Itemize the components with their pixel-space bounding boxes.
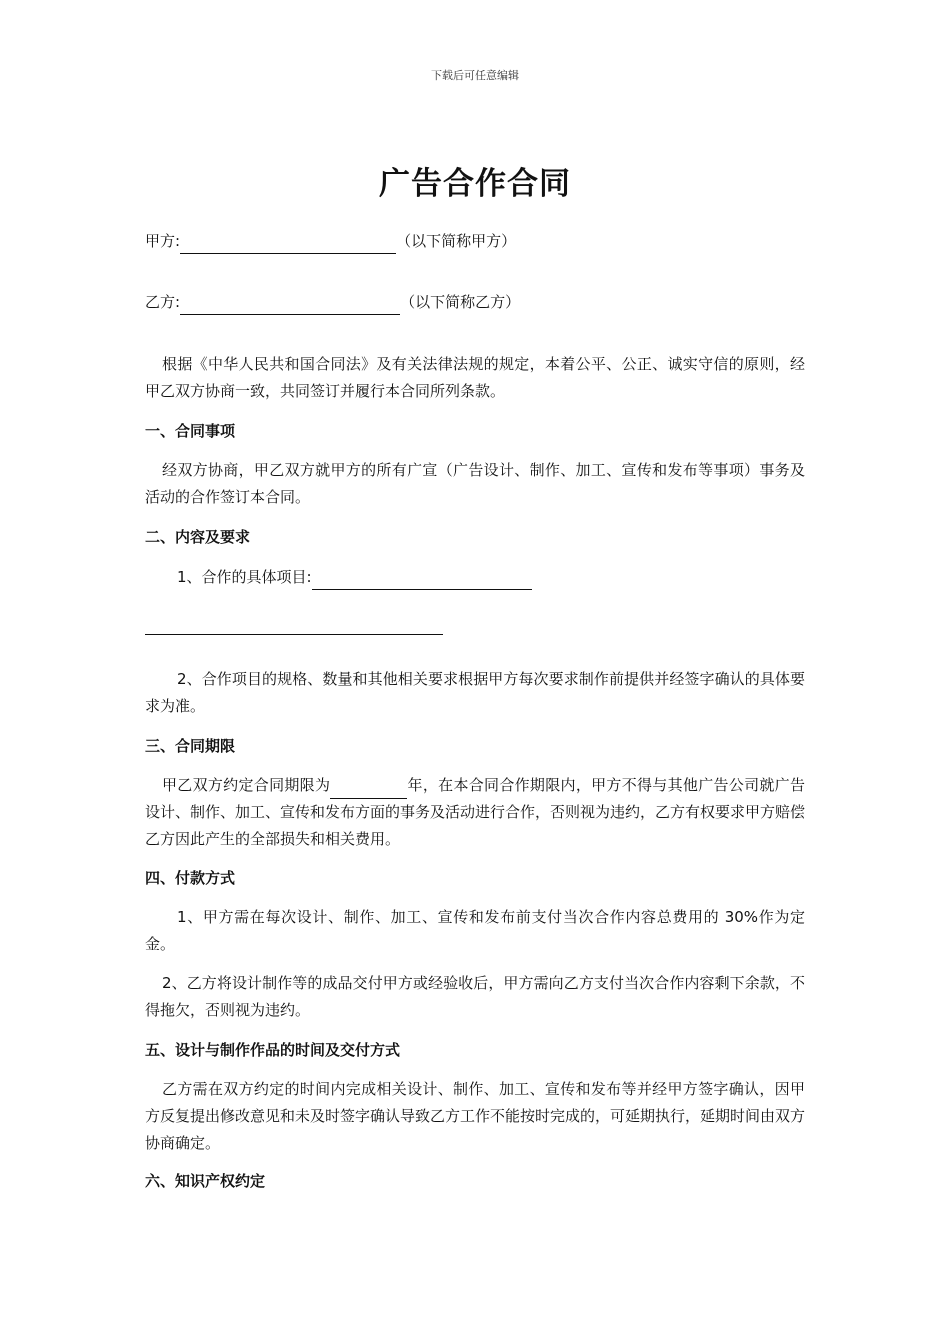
section-1-text: 经双方协商，甲乙双方就甲方的所有广宣（广告设计、制作、加工、宣传和发布等事项）事务及活动的合作签订本合同。	[145, 461, 805, 506]
section-2-item-2: 2、合作项目的规格、数量和其他相关要求根据甲方每次要求制作前提供并经签字确认的具体要求为准。	[145, 670, 805, 715]
section-1-heading: 一、合同事项	[145, 422, 236, 440]
section-2-heading: 二、内容及要求	[145, 528, 251, 546]
project-blank-continued[interactable]	[145, 634, 443, 635]
section-2-item-1	[177, 564, 532, 590]
project-blank[interactable]	[312, 569, 532, 590]
party-b-label: 乙方:	[145, 293, 181, 311]
party-a-label: 甲方:	[145, 232, 181, 250]
section-4-item-2: 2、乙方将设计制作等的成品交付甲方或经验收后，甲方需向乙方支付当次合作内容剩下余款，不得拖欠，否则视为违约。	[145, 974, 805, 1019]
section-3-text	[145, 772, 805, 853]
party-b-line	[145, 289, 520, 315]
party-a-blank[interactable]	[180, 233, 396, 254]
section-3-text-before: 甲乙双方约定合同期限为	[162, 776, 331, 794]
document-title: 广告合作合同	[379, 166, 571, 202]
section-5-heading: 五、设计与制作作品的时间及交付方式	[145, 1041, 401, 1059]
section-2-item-1-label: 1、合作的具体项目:	[177, 568, 312, 586]
intro-paragraph: 根据《中华人民共和国合同法》及有关法律法规的规定，本着公平、公正、诚实守信的原则，经甲乙双方协商一致，共同签订并履行本合同所列条款。	[145, 355, 805, 400]
section-4-item-1: 1、甲方需在每次设计、制作、加工、宣传和发布前支付当次合作内容总费用的 30%作为定金。	[145, 908, 805, 953]
section-3-text-after: 年，在本合同合作期限内，甲方不得与其他广告公司就广告设计、制作、加工、宣传和发布方面的事务及活动进行合作，否则视为违约，乙方有权要求甲方赔偿乙方因此产生的全部损失和相关费用。	[145, 776, 806, 848]
header-note: 下载后可任意编辑	[431, 69, 519, 82]
party-a-line	[145, 228, 516, 254]
section-4-heading: 四、付款方式	[145, 869, 236, 887]
section-3-heading: 三、合同期限	[145, 737, 236, 755]
term-years-blank[interactable]	[330, 778, 407, 799]
party-a-suffix: （以下简称甲方）	[396, 232, 517, 250]
party-b-suffix: （以下简称乙方）	[400, 293, 521, 311]
section-6-heading: 六、知识产权约定	[145, 1172, 266, 1190]
section-5-text: 乙方需在双方约定的时间内完成相关设计、制作、加工、宣传和发布等并经甲方签字确认，因甲方反复提出修改意见和未及时签字确认导致乙方工作不能按时完成的，可延期执行，延期时间由双方协商确定。	[145, 1080, 806, 1152]
party-b-blank[interactable]	[180, 294, 400, 315]
